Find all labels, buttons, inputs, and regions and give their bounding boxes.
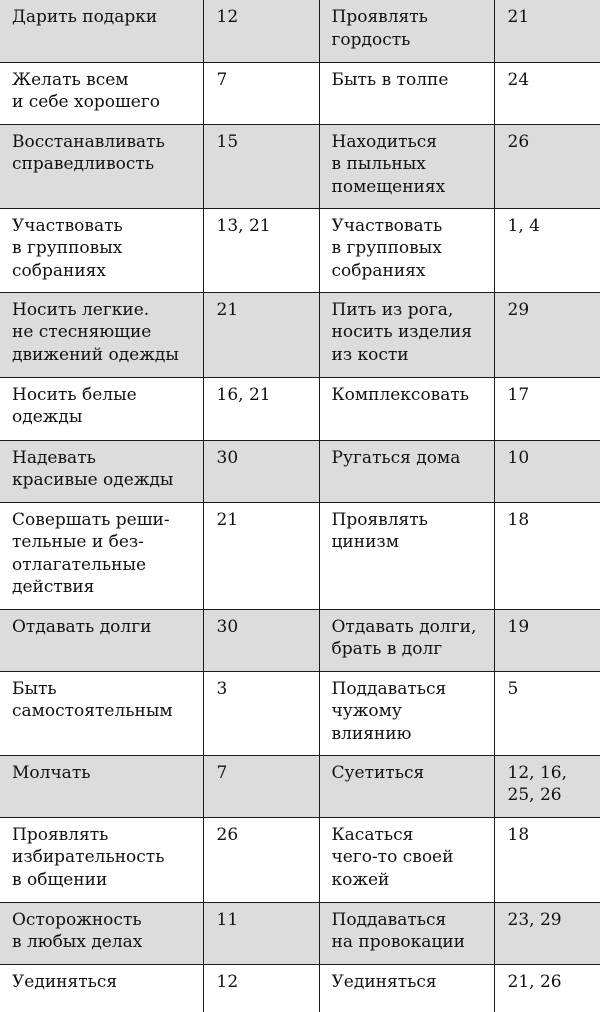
- action-cell: Молчать: [0, 755, 203, 817]
- action-cell: Совершать реши- тельные и без- отлагательные действия: [0, 502, 203, 609]
- action-cell: Носить легкие. не стесняющие движений одежды: [0, 292, 203, 377]
- action-cell: Касаться чего-то своей кожей: [319, 817, 494, 902]
- action-cell: Поддаваться чужому влиянию: [319, 671, 494, 755]
- table-row: [0, 124, 600, 208]
- action-cell: Отдавать долги: [0, 609, 203, 671]
- number-cell: 21: [203, 292, 319, 377]
- number-cell: 17: [494, 377, 600, 440]
- action-cell: Отдавать долги, брать в долг: [319, 609, 494, 671]
- table-row: [0, 609, 600, 671]
- number-cell: 3: [203, 671, 319, 755]
- number-cell: 18: [494, 502, 600, 609]
- action-cell: Комплексовать: [319, 377, 494, 440]
- action-cell: Уединяться: [0, 964, 203, 1012]
- action-cell: Ругаться дома: [319, 440, 494, 502]
- table-row: [0, 377, 600, 440]
- action-cell: Желать всем и себе хорошего: [0, 62, 203, 124]
- action-cell: Дарить подарки: [0, 0, 203, 62]
- table-row: [0, 671, 600, 755]
- number-cell: 21: [203, 502, 319, 609]
- action-cell: Проявлять цинизм: [319, 502, 494, 609]
- number-cell: 12: [203, 964, 319, 1012]
- number-cell: 23, 29: [494, 902, 600, 964]
- table-row: [0, 0, 600, 62]
- number-cell: 13, 21: [203, 208, 319, 292]
- action-cell: Пить из рога, носить изделия из кости: [319, 292, 494, 377]
- action-cell: Быть в толпе: [319, 62, 494, 124]
- table-row: [0, 817, 600, 902]
- table-row: [0, 902, 600, 964]
- action-cell: Поддаваться на провокации: [319, 902, 494, 964]
- action-cell: Участвовать в групповых собраниях: [319, 208, 494, 292]
- number-cell: 5: [494, 671, 600, 755]
- table-row: [0, 440, 600, 502]
- number-cell: 24: [494, 62, 600, 124]
- action-cell: Надевать красивые одежды: [0, 440, 203, 502]
- number-cell: 29: [494, 292, 600, 377]
- action-cell: Носить белые одежды: [0, 377, 203, 440]
- number-cell: 15: [203, 124, 319, 208]
- table-row: [0, 62, 600, 124]
- number-cell: 30: [203, 440, 319, 502]
- number-cell: 30: [203, 609, 319, 671]
- table-row: [0, 964, 600, 1012]
- number-cell: 26: [494, 124, 600, 208]
- action-cell: Уединяться: [319, 964, 494, 1012]
- table-row: [0, 755, 600, 817]
- action-cell: Суетиться: [319, 755, 494, 817]
- table-row: [0, 502, 600, 609]
- number-cell: 16, 21: [203, 377, 319, 440]
- number-cell: 12: [203, 0, 319, 62]
- number-cell: 7: [203, 755, 319, 817]
- number-cell: 10: [494, 440, 600, 502]
- number-cell: 1, 4: [494, 208, 600, 292]
- number-cell: 7: [203, 62, 319, 124]
- action-cell: Проявлять гордость: [319, 0, 494, 62]
- number-cell: 12, 16, 25, 26: [494, 755, 600, 817]
- table-row: [0, 292, 600, 377]
- action-cell: Участвовать в групповых собраниях: [0, 208, 203, 292]
- number-cell: 21, 26: [494, 964, 600, 1012]
- number-cell: 19: [494, 609, 600, 671]
- action-cell: Быть самостоятельным: [0, 671, 203, 755]
- table-row: [0, 208, 600, 292]
- action-cell: Проявлять избирательность в общении: [0, 817, 203, 902]
- action-cell: Находиться в пыльных помещениях: [319, 124, 494, 208]
- number-cell: 11: [203, 902, 319, 964]
- action-cell: Восстанавливать справедливость: [0, 124, 203, 208]
- number-cell: 26: [203, 817, 319, 902]
- action-cell: Осторожность в любых делах: [0, 902, 203, 964]
- number-cell: 21: [494, 0, 600, 62]
- number-cell: 18: [494, 817, 600, 902]
